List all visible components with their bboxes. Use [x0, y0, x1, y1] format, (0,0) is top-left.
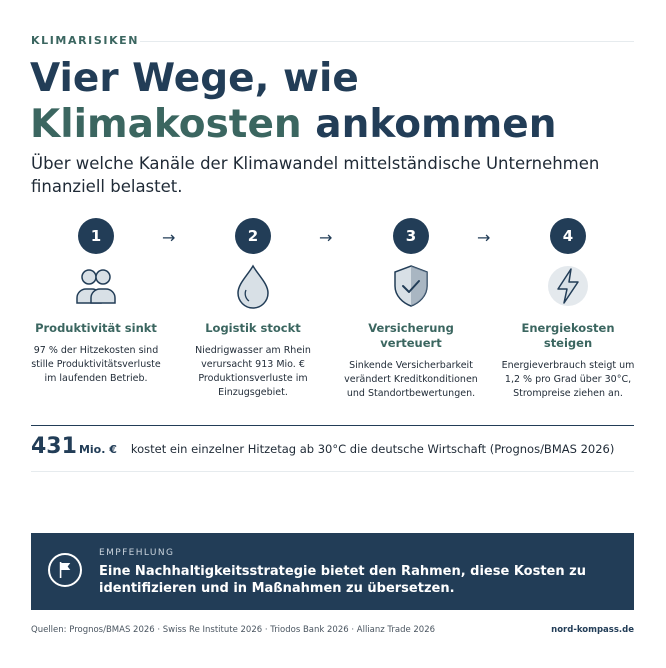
stat-unit: Mio. €: [78, 443, 117, 456]
step-productivity: [28, 218, 164, 386]
step-energy: [500, 218, 636, 401]
kicker: KLIMARISIKEN: [31, 34, 140, 47]
recommendation-box: [31, 533, 634, 610]
recommendation-text: Eine Nachhaltigkeitsstrategie bietet den Rahmen, diese Kosten zu identifizieren und in Maßnahmen zu übersetzen.: [99, 564, 586, 596]
footer: [31, 625, 634, 635]
step-description: Sinkende Versicherbarkeit verändert Kreditkonditionen und Standortbewertungen.: [344, 360, 478, 399]
step-title: Energiekosten steigen: [521, 321, 615, 350]
stat-divider-bottom: [31, 471, 634, 472]
step-title: Versicherung verteuert: [368, 321, 454, 350]
recommendation-label: EMPFEHLUNG: [99, 548, 175, 558]
steps-row: [0, 218, 666, 418]
stat-text: kostet ein einzelner Hitzetag ab 30°C die deutsche Wirtschaft (Prognos/BMAS 2026): [130, 442, 615, 456]
step-title: Produktivität sinkt: [35, 321, 157, 335]
title-rest: ankommen: [315, 102, 557, 147]
stat-value: 431: [31, 434, 77, 459]
key-stat: [31, 434, 614, 459]
subtitle: Über welche Kanäle der Klimawandel mittelständische Unternehmen finanziell belastet.: [31, 154, 600, 196]
flag-icon: [48, 553, 82, 587]
lightning-icon: [544, 262, 592, 310]
step-title: Logistik stockt: [205, 321, 301, 335]
kicker-divider: [140, 41, 634, 42]
site-link[interactable]: nord-kompass.de: [551, 625, 634, 635]
step-description: Niedrigwasser am Rhein verursacht 913 Mio. € Produktionsverluste im Einzugsgebiet.: [195, 345, 311, 398]
step-description: Energieverbrauch steigt um 1,2 % pro Grad über 30°C, Strompreise ziehen an.: [501, 360, 635, 399]
shield-check-icon: [387, 262, 435, 310]
step-number: 3: [393, 218, 429, 254]
title-accent: Klimakosten: [30, 102, 302, 147]
step-number: 1: [78, 218, 114, 254]
water-drop-icon: [229, 262, 277, 310]
stat-divider-top: [31, 425, 634, 426]
step-number: 4: [550, 218, 586, 254]
arrow-icon: →: [162, 228, 176, 247]
step-description: 97 % der Hitzekosten sind stille Produktivitätsverluste im laufenden Betrieb.: [31, 345, 161, 384]
sources: Quellen: Prognos/BMAS 2026 · Swiss Re Institute 2026 · Triodos Bank 2026 · Allianz Trade 2026: [31, 625, 436, 635]
step-logistics: [185, 218, 321, 400]
page-title: [30, 56, 650, 148]
arrow-icon: →: [319, 228, 333, 247]
arrow-icon: →: [477, 228, 491, 247]
people-icon: [72, 262, 120, 310]
step-number: 2: [235, 218, 271, 254]
title-line1: Vier Wege, wie: [30, 56, 359, 101]
step-insurance: [343, 218, 479, 401]
